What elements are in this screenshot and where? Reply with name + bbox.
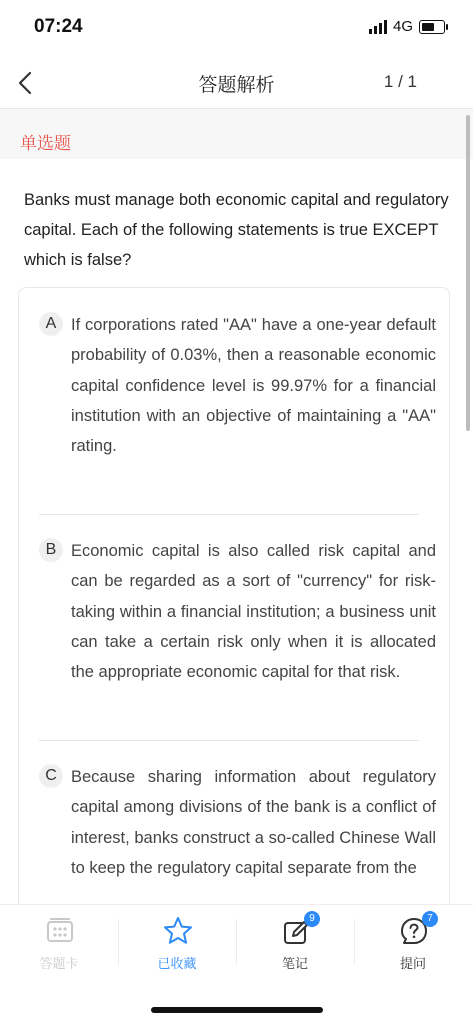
answer-card-icon xyxy=(44,915,76,947)
page-title: 答题解析 xyxy=(198,75,275,96)
status-bar xyxy=(0,0,473,56)
option-text: Economic capital is also called risk capital and can be regarded as a sort of "currency" for risk-taking within a financial institution; a business unit can take a certain risk only when it is allocated the appropriate economic capital for that risk. xyxy=(71,542,436,682)
nav-bar xyxy=(0,56,473,109)
star-icon xyxy=(162,915,194,947)
tab-label: 提问 xyxy=(399,956,426,971)
tab-ask[interactable] xyxy=(354,905,472,985)
question-counter: 1 / 1 xyxy=(383,72,417,91)
tab-notes[interactable] xyxy=(236,905,354,985)
signal-icon xyxy=(369,20,387,34)
ask-badge: 7 xyxy=(422,911,438,927)
option-divider xyxy=(39,514,419,515)
home-indicator[interactable] xyxy=(151,1007,323,1013)
network-label: 4G xyxy=(392,18,413,35)
option-text: If corporations rated "AA" have a one-year default probability of 0.03%, then a reasonable economic capital confidence level is 99.97% for a financial institution with an objective of maintaining a "AA" rating. xyxy=(71,316,436,456)
battery-icon xyxy=(419,20,445,34)
question-stem: Banks must manage both economic capital and regulatory capital. Each of the following statements is true EXCEPT which is false? xyxy=(24,191,449,269)
content-scroll-area[interactable] xyxy=(0,109,473,904)
tab-label: 已收藏 xyxy=(157,956,197,971)
option-letter: C xyxy=(39,764,63,788)
option-letter: A xyxy=(39,312,63,336)
options-card xyxy=(18,287,450,904)
tab-answer-card[interactable] xyxy=(0,905,118,985)
question-panel xyxy=(0,159,473,904)
question-type-label: 单选题 xyxy=(20,134,71,153)
status-indicators xyxy=(369,18,445,35)
notes-badge: 9 xyxy=(304,911,320,927)
scrollbar[interactable] xyxy=(466,115,470,431)
status-time: 07:24 xyxy=(34,16,83,37)
tab-label: 答题卡 xyxy=(39,956,79,971)
tab-label: 笔记 xyxy=(281,956,308,971)
option-text: Because sharing information about regulatory capital among divisions of the bank is a conflict of interest, banks construct a so-called Chinese Wall to keep the regulatory capital separate from the xyxy=(71,768,436,877)
option-letter: B xyxy=(39,538,63,562)
option-divider xyxy=(39,740,419,741)
tab-favorite[interactable] xyxy=(118,905,236,985)
bottom-tab-bar xyxy=(0,904,473,985)
